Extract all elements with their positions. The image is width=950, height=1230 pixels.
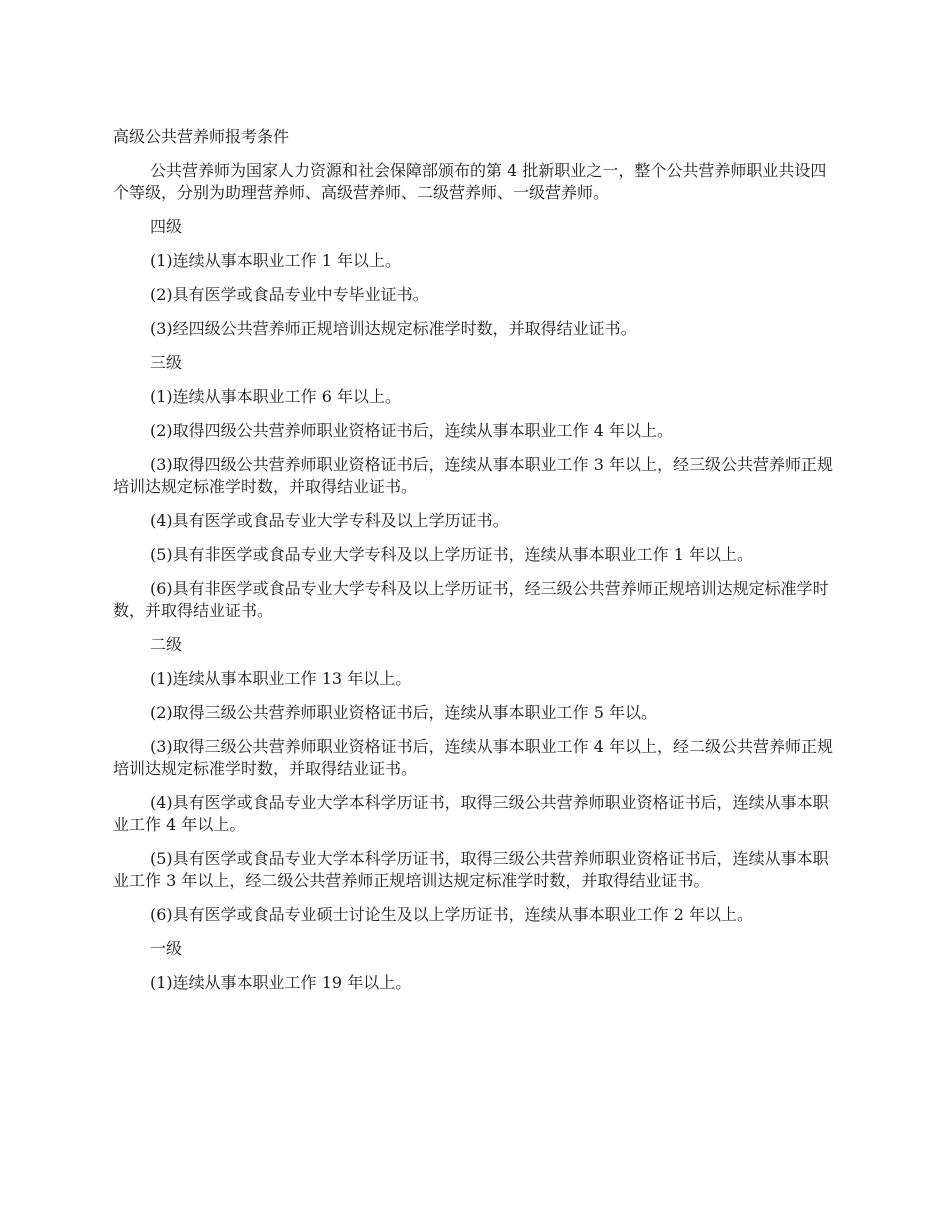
document-body	[113, 125, 838, 1006]
list-item: (2)取得四级公共营养师职业资格证书后，连续从事本职业工作 4 年以上。	[150, 421, 674, 440]
list-item: (5)具有非医学或食品专业大学专科及以上学历证书，连续从事本职业工作 1 年以上。	[150, 545, 754, 564]
list-item: (6)具有医学或食品专业硕士讨论生及以上学历证书，连续从事本职业工作 2 年以上。	[150, 905, 754, 924]
list-item: (2)具有医学或食品专业中专毕业证书。	[150, 285, 429, 304]
list-item: (1)连续从事本职业工作 19 年以上。	[150, 973, 412, 992]
list-item: (1)连续从事本职业工作 6 年以上。	[150, 387, 402, 406]
list-item: (4)具有医学或食品专业大学专科及以上学历证书。	[150, 511, 509, 530]
list-item: (1)连续从事本职业工作 1 年以上。	[150, 251, 402, 270]
section-heading-level-2: 二级	[150, 635, 183, 654]
list-item: (3)取得三级公共营养师职业资格证书后，连续从事本职业工作 4 年以上，经二级公共营养师正规培训达规定标准学时数，并取得结业证书。	[113, 737, 834, 778]
document-title: 高级公共营养师报考条件	[113, 127, 290, 146]
list-item: (3)取得四级公共营养师职业资格证书后，连续从事本职业工作 3 年以上，经三级公共营养师正规培训达规定标准学时数，并取得结业证书。	[113, 455, 834, 496]
section-heading-level-4: 四级	[150, 217, 183, 236]
list-item: (3)经四级公共营养师正规培训达规定标准学时数，并取得结业证书。	[150, 319, 637, 338]
intro-paragraph: 公共营养师为国家人力资源和社会保障部颁布的第 4 批新职业之一，整个公共营养师职业共设四个等级，分别为助理营养师、高级营养师、二级营养师、一级营养师。	[113, 161, 827, 202]
list-item: (1)连续从事本职业工作 13 年以上。	[150, 669, 412, 688]
list-item: (5)具有医学或食品专业大学本科学历证书，取得三级公共营养师职业资格证书后，连续从事本职业工作 3 年以上，经二级公共营养师正规培训达规定标准学时数，并取得结业证书。	[113, 849, 829, 890]
section-heading-level-1: 一级	[150, 939, 183, 958]
list-item: (2)取得三级公共营养师职业资格证书后，连续从事本职业工作 5 年以。	[150, 703, 658, 722]
list-item: (6)具有非医学或食品专业大学专科及以上学历证书，经三级公共营养师正规培训达规定标准学时数，并取得结业证书。	[113, 579, 829, 620]
section-heading-level-3: 三级	[150, 353, 183, 372]
list-item: (4)具有医学或食品专业大学本科学历证书，取得三级公共营养师职业资格证书后，连续从事本职业工作 4 年以上。	[113, 793, 829, 834]
